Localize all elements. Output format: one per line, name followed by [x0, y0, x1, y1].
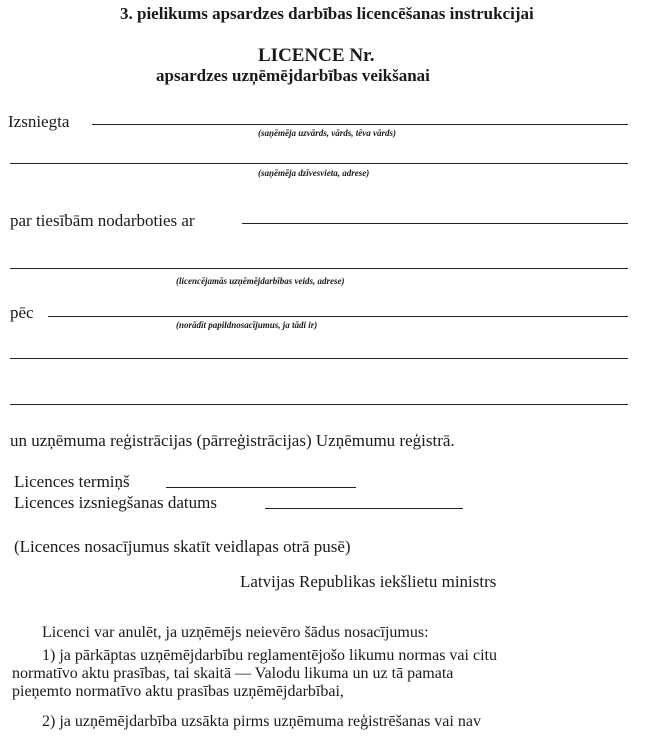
condition-2-line-1: 2) ja uzņēmējdarbība uzsākta pirms uzņēmuma reģistrēšanas vai nav [42, 713, 481, 730]
residence-hint: (saņēmēja dzīvesvieta, adrese) [258, 168, 370, 178]
condition-1-line-1: 1) ja pārkāptas uzņēmējdarbību reglamentējošo likumu normas vai citu [42, 647, 497, 664]
issue-date-line [265, 508, 463, 509]
term-label: Licences termiņš [14, 472, 130, 491]
license-title: LICENCE Nr. [258, 45, 375, 66]
issued-name-line [92, 124, 628, 125]
conditions-intro: Licenci var anulēt, ja uzņēmējs neievēro šādus nosacījumus: [42, 624, 429, 641]
right-line [242, 223, 628, 224]
conditions-hint: (norādīt papildnosacījumus, ja tādi ir) [176, 320, 318, 330]
term-line [166, 487, 356, 488]
right-label: par tiesībām nodarboties ar [10, 211, 195, 230]
issued-label: Izsniegta [8, 112, 70, 131]
extra-line-1 [10, 358, 628, 359]
after-label: pēc [10, 303, 34, 322]
see-conditions-note: (Licences nosacījumus skatīt veidlapas otrā pusē) [14, 537, 351, 556]
license-subtitle: apsardzes uzņēmējdarbības veikšanai [156, 66, 430, 85]
after-line [48, 316, 628, 317]
condition-1-line-2: normatīvo aktu prasības, tai skaitā — Valodu likuma un uz tā pamata [12, 665, 454, 682]
residence-line [10, 163, 628, 164]
extra-line-2 [10, 404, 628, 405]
issue-date-label: Licences izsniegšanas datums [14, 493, 217, 512]
condition-1-line-3: pieņemto normatīvo aktu prasības uzņēmējdarbībai, [12, 683, 344, 700]
registration-text: un uzņēmuma reģistrācijas (pārreģistrācijas) Uzņēmumu reģistrā. [10, 431, 455, 450]
signatory: Latvijas Republikas iekšlietu ministrs [240, 572, 497, 591]
activity-line [10, 268, 628, 269]
issued-name-hint: (saņēmēja uzvārds, vārds, tēva vārds) [258, 128, 396, 138]
appendix-heading: 3. pielikums apsardzes darbības licencēšanas instrukcijai [120, 4, 534, 23]
activity-hint: (licencējamās uzņēmējdarbības veids, adrese) [176, 276, 345, 286]
